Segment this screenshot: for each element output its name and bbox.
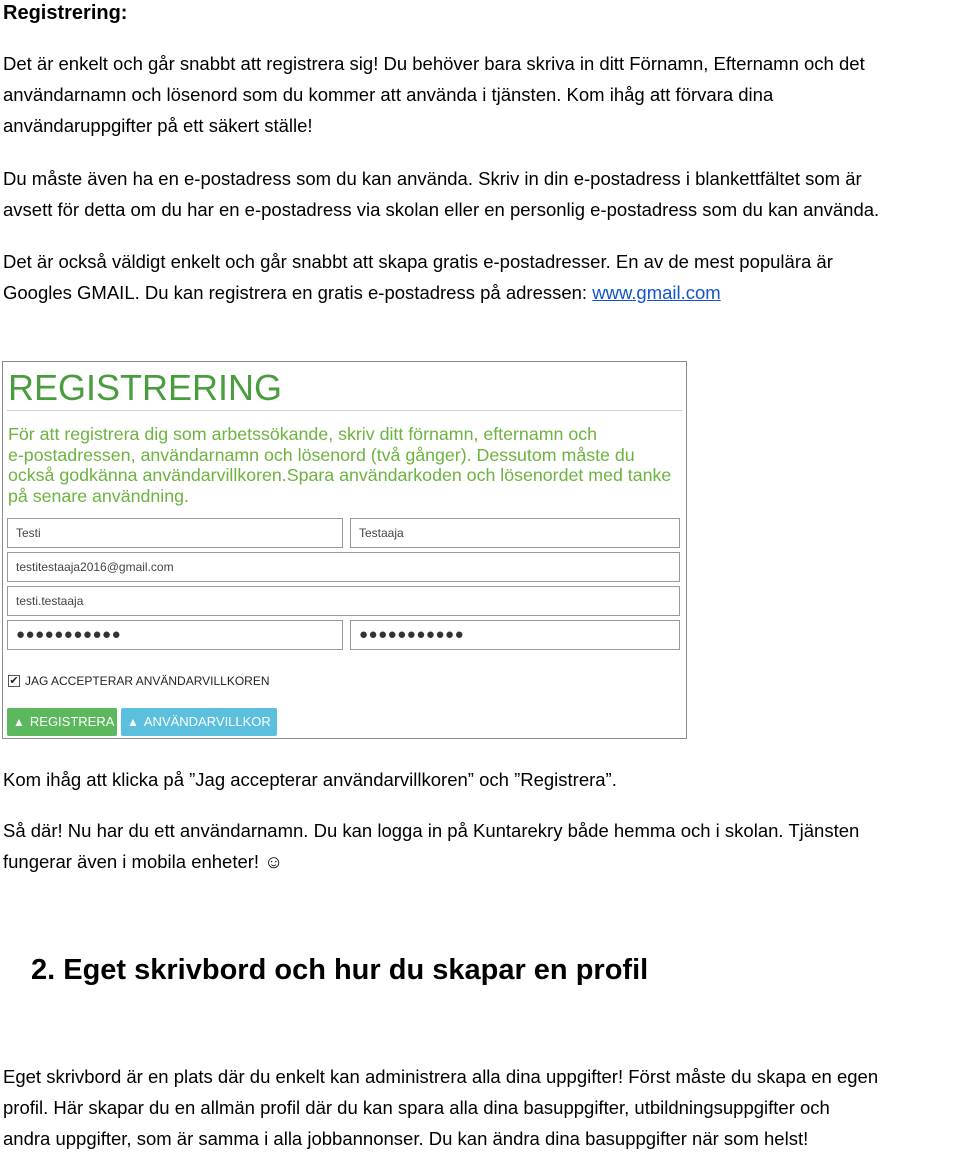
- gmail-paragraph-text: Googles GMAIL. Du kan registrera en gratis e-postadress på adressen:: [3, 282, 593, 303]
- page-heading: Registrering:: [3, 2, 128, 24]
- intro-paragraph-line-3: användaruppgifter på ett säkert ställe!: [3, 115, 313, 136]
- desk-paragraph-line-1: Eget skrivbord är en plats där du enkelt kan administrera alla dina uppgifter! Först måste du skapa en egen: [3, 1066, 879, 1087]
- accept-terms-label: JAG ACCEPTERAR ANVÄNDARVILLKOREN: [25, 674, 270, 688]
- desk-paragraph-line-3: andra uppgifter, som är samma i alla jobbannonser. Du kan ändra dina basuppgifter när som helst!: [3, 1128, 809, 1149]
- form-intro-line-1: För att registrera dig som arbetssökande, skriv ditt förnamn, efternamn och: [8, 424, 598, 444]
- form-divider: [7, 410, 682, 411]
- user-icon: ▲: [127, 715, 139, 729]
- done-paragraph-line-1: Så där! Nu har du ett användarnamn. Du kan logga in på Kuntarekry både hemma och i skolan. Tjänsten: [3, 820, 860, 841]
- accept-terms-checkbox[interactable]: ✔: [9, 675, 19, 687]
- terms-button[interactable]: [121, 708, 277, 736]
- done-paragraph-line-2: fungerar även i mobila enheter! ☺: [3, 851, 284, 872]
- form-intro-line-4: på senare användning.: [8, 485, 189, 506]
- email-paragraph-line-2: avsett för detta om du har en e-postadress via skolan eller en personlig e-postadress som du kan använda.: [3, 199, 880, 220]
- form-intro-line-2: e-postadressen, användarnamn och lösenord (två gånger). Dessutom måste du: [8, 444, 635, 465]
- register-button[interactable]: [7, 708, 117, 736]
- password-repeat-field[interactable]: ●●●●●●●●●●●: [350, 620, 680, 650]
- form-intro: [8, 424, 680, 506]
- reminder-paragraph: Kom ihåg att klicka på ”Jag accepterar användarvillkoren” och ”Registrera”.: [3, 769, 617, 790]
- first-name-field[interactable]: Testi: [7, 518, 343, 548]
- gmail-paragraph-line-2: [3, 277, 721, 308]
- register-button-label: REGISTRERA: [29, 714, 115, 729]
- desk-paragraph-line-2: profil. Här skapar du en allmän profil där du kan spara alla dina basuppgifter, utbildningsuppgifter och: [3, 1097, 830, 1118]
- gmail-paragraph-line-1: Det är också väldigt enkelt och går snabbt att skapa gratis e-postadresser. En av de mest populära är: [3, 251, 833, 272]
- intro-paragraph-line-1: Det är enkelt och går snabbt att registrera sig! Du behöver bara skriva in ditt Förnamn, Efternamn och det: [3, 53, 865, 74]
- email-field[interactable]: testitestaaja2016@gmail.com: [7, 552, 680, 582]
- intro-paragraph-line-2: användarnamn och lösenord som du kommer att använda i tjänsten. Kom ihåg att förvara dina: [3, 84, 774, 105]
- user-icon: ▲: [13, 715, 25, 729]
- gmail-link[interactable]: www.gmail.com: [592, 282, 721, 303]
- password-field[interactable]: ●●●●●●●●●●●: [7, 620, 343, 650]
- form-intro-line-3: också godkänna användarvillkoren.Spara användarkoden och lösenordet med tanke: [8, 465, 672, 485]
- last-name-field[interactable]: Testaaja: [350, 518, 680, 548]
- terms-button-label: ANVÄNDARVILLKOR: [143, 714, 271, 729]
- email-paragraph-line-1: Du måste även ha en e-postadress som du kan använda. Skriv in din e-postadress i blankettfältet som är: [3, 168, 862, 189]
- username-field[interactable]: testi.testaaja: [7, 586, 680, 616]
- registration-form-screenshot: [2, 361, 687, 739]
- form-title: REGISTRERING: [8, 367, 283, 408]
- section-2-heading: 2. Eget skrivbord och hur du skapar en profil: [31, 954, 649, 986]
